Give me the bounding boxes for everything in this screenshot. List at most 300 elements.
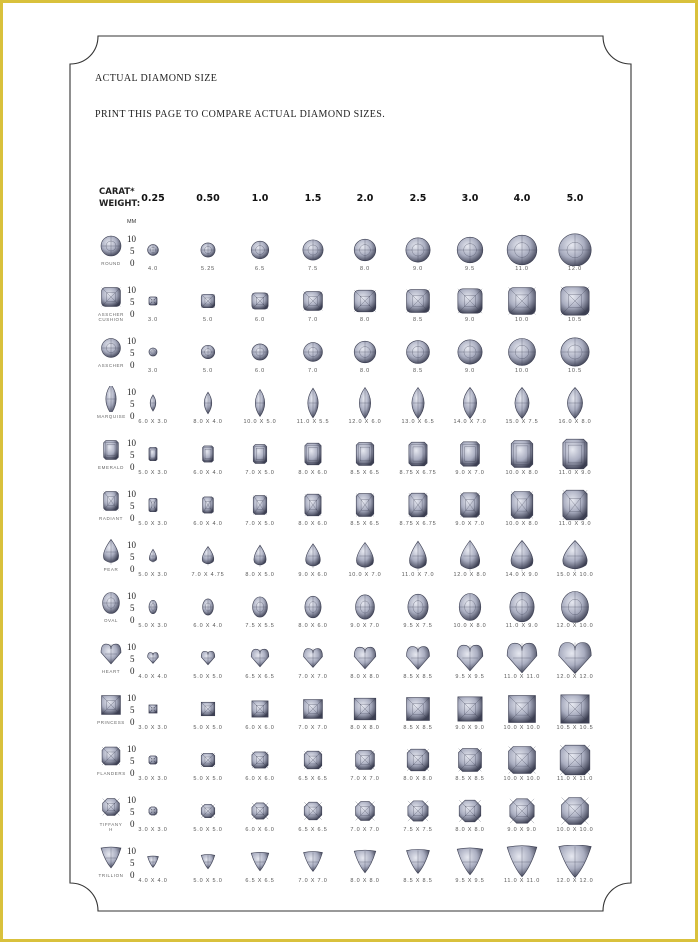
- diamond-pear-icon: [128, 539, 178, 572]
- size-label: 3.0 X 3.0: [138, 776, 168, 782]
- shape-icon: [97, 641, 125, 667]
- size-label: 5.25: [201, 266, 215, 272]
- size-label: 12.0 X 6.0: [348, 419, 382, 425]
- size-label: 6.0 X 3.0: [138, 419, 168, 425]
- size-label: 5.0: [202, 368, 214, 374]
- diamond-cell: [235, 794, 285, 844]
- diamond-pear-icon: [393, 539, 443, 572]
- diamond-trillion-icon: [340, 845, 390, 878]
- diamond-cell: [445, 743, 495, 793]
- size-label: 6.0 X 6.0: [245, 827, 275, 833]
- diamond-pear-icon: [497, 539, 547, 572]
- shape-swatch: [97, 437, 125, 485]
- diamond-cell: [497, 794, 547, 844]
- size-label: 6.0: [254, 368, 266, 374]
- size-label: 9.0 X 9.0: [507, 827, 537, 833]
- diamond-cell: [445, 335, 495, 385]
- diamond-radiant-icon: [340, 488, 390, 521]
- size-label: 10.5 X 10.5: [556, 725, 594, 731]
- carat-header: 0.50: [196, 193, 220, 204]
- diamond-cell: [340, 437, 390, 487]
- diamond-cell: [183, 233, 233, 283]
- diamond-cell: [340, 488, 390, 538]
- diamond-cell: [497, 386, 547, 436]
- diamond-cell: [183, 386, 233, 436]
- diamond-cell: [445, 539, 495, 589]
- diamond-emerald-icon: [497, 437, 547, 470]
- diamond-cell: [445, 641, 495, 691]
- diamond-heart-icon: [128, 641, 178, 674]
- shape-swatch: [97, 335, 125, 383]
- scale-tick-label: 10: [127, 336, 136, 346]
- diamond-cell: [445, 488, 495, 538]
- size-label: 14.0 X 7.0: [453, 419, 487, 425]
- diamond-cell: [497, 233, 547, 283]
- size-label: 15.0 X 7.5: [505, 419, 539, 425]
- size-label: 8.0: [359, 368, 371, 374]
- diamond-round-icon: [235, 233, 285, 266]
- shape-swatch: [97, 284, 125, 332]
- diamond-princess-icon: [550, 692, 600, 725]
- diamond-emerald-icon: [235, 437, 285, 470]
- size-label: 12.0 X 8.0: [453, 572, 487, 578]
- size-label: 6.0 X 6.0: [245, 725, 275, 731]
- diamond-cell: [550, 335, 600, 385]
- diamond-cell: [183, 794, 233, 844]
- diamond-asscher-icon: [393, 335, 443, 368]
- scale-tick-label: 10: [127, 795, 136, 805]
- mm-label: MM: [127, 219, 137, 225]
- diamond-cell: [183, 437, 233, 487]
- diamond-cell: [183, 284, 233, 334]
- size-label: 8.0 X 5.0: [245, 572, 275, 578]
- diamond-cell: [550, 794, 600, 844]
- shape-row: [3, 743, 695, 794]
- diamond-cell: [445, 386, 495, 436]
- size-label: 10.5: [568, 368, 582, 374]
- size-label: 5.0 X 5.0: [193, 725, 223, 731]
- carat-header: 1.0: [251, 193, 269, 204]
- diamond-cell: [340, 743, 390, 793]
- size-label: 14.0 X 9.0: [505, 572, 539, 578]
- size-label: 8.0: [359, 317, 371, 323]
- shape-row: [3, 437, 695, 488]
- diamond-asscher-icon: [183, 335, 233, 368]
- diamond-trillion-icon: [393, 845, 443, 878]
- shape-row: [3, 794, 695, 845]
- diamond-cell: [497, 335, 547, 385]
- shape-row: [3, 641, 695, 692]
- scale-tick-label: 10: [127, 489, 136, 499]
- diamond-cell: [550, 488, 600, 538]
- diamond-cell: [128, 335, 178, 385]
- diamond-cell: [340, 590, 390, 640]
- size-label: 10.0 X 8.0: [505, 470, 539, 476]
- shape-name: HEART: [101, 669, 121, 674]
- diamond-trillion-icon: [288, 845, 338, 878]
- scale-tick-label: 0: [130, 615, 135, 625]
- shape-name: ASSCHER CUSHION: [98, 312, 124, 322]
- diamond-cell: [235, 233, 285, 283]
- scale-tick-label: 5: [130, 501, 135, 511]
- diamond-cell: [497, 539, 547, 589]
- diamond-cell: [550, 386, 600, 436]
- diamond-cell: [235, 335, 285, 385]
- diamond-oval-icon: [288, 590, 338, 623]
- diamond-heart-icon: [497, 641, 547, 674]
- shape-swatch: [97, 539, 125, 587]
- size-label: 5.0 X 3.0: [138, 623, 168, 629]
- size-label: 5.0 X 5.0: [193, 827, 223, 833]
- size-label: 5.0: [202, 317, 214, 323]
- diamond-marquise-icon: [393, 386, 443, 419]
- size-label: 10.0: [515, 317, 529, 323]
- size-label: 5.0 X 3.0: [138, 521, 168, 527]
- diamond-oval-icon: [235, 590, 285, 623]
- size-label: 7.5 X 7.5: [403, 827, 433, 833]
- scale-tick-label: 0: [130, 564, 135, 574]
- size-label: 7.5 X 5.5: [245, 623, 275, 629]
- carat-header: 5.0: [566, 193, 584, 204]
- diamond-cell: [288, 641, 338, 691]
- diamond-cell: [288, 845, 338, 895]
- diamond-cell: [288, 743, 338, 793]
- carat-label: CARAT*: [99, 187, 135, 197]
- scale-tick-label: 0: [130, 768, 135, 778]
- carat-header: 3.0: [461, 193, 479, 204]
- size-label: 9.0: [464, 368, 476, 374]
- size-label: 6.0: [254, 317, 266, 323]
- size-label: 11.0 X 5.5: [296, 419, 330, 425]
- diamond-pear-icon: [550, 539, 600, 572]
- diamond-cell: [393, 590, 443, 640]
- size-label: 4.0: [147, 266, 159, 272]
- diamond-pear-icon: [445, 539, 495, 572]
- diamond-oval-icon: [340, 590, 390, 623]
- scale-tick-label: 0: [130, 819, 135, 829]
- diamond-pear-icon: [235, 539, 285, 572]
- size-label: 7.0 X 7.0: [298, 725, 328, 731]
- diamond-asscher-icon: [128, 335, 178, 368]
- size-label: 6.0 X 4.0: [193, 623, 223, 629]
- diamond-tiffany-icon: [235, 794, 285, 827]
- diamond-princess-icon: [235, 692, 285, 725]
- diamond-cell: [288, 794, 338, 844]
- diamond-princess-icon: [288, 692, 338, 725]
- diamond-tiffany-icon: [550, 794, 600, 827]
- size-label: 10.0 X 5.0: [243, 419, 277, 425]
- diamond-trillion-icon: [445, 845, 495, 878]
- diamond-flanders-icon: [497, 743, 547, 776]
- scale-tick-label: 10: [127, 693, 136, 703]
- diamond-cell: [550, 845, 600, 895]
- diamond-oval-icon: [550, 590, 600, 623]
- size-label: 8.5: [412, 317, 424, 323]
- diamond-trillion-icon: [183, 845, 233, 878]
- diamond-cell: [393, 386, 443, 436]
- diamond-cell: [183, 641, 233, 691]
- diamond-radiant-icon: [445, 488, 495, 521]
- shape-name: RADIANT: [99, 516, 123, 521]
- diamond-cell: [288, 692, 338, 742]
- diamond-cell: [288, 233, 338, 283]
- scale-tick-label: 0: [130, 870, 135, 880]
- diamond-radiant-icon: [497, 488, 547, 521]
- size-label: 6.0 X 4.0: [193, 521, 223, 527]
- shape-swatch: [97, 386, 125, 434]
- shape-swatch: [97, 488, 125, 536]
- size-label: 4.0 X 4.0: [138, 674, 168, 680]
- shape-name: PRINCESS: [97, 720, 125, 725]
- diamond-princess-icon: [497, 692, 547, 725]
- diamond-cell: [183, 692, 233, 742]
- diamond-asscher-icon: [550, 335, 600, 368]
- size-label: 8.0 X 8.0: [350, 725, 380, 731]
- diamond-flanders-icon: [183, 743, 233, 776]
- diamond-heart-icon: [393, 641, 443, 674]
- size-label: 8.0 X 6.0: [298, 521, 328, 527]
- carat-header: 2.5: [409, 193, 427, 204]
- diamond-cell: [183, 845, 233, 895]
- scale-tick-label: 10: [127, 285, 136, 295]
- diamond-square-icon: [340, 284, 390, 317]
- diamond-cell: [393, 692, 443, 742]
- diamond-cell: [235, 641, 285, 691]
- size-label: 7.0: [307, 368, 319, 374]
- diamond-cell: [445, 845, 495, 895]
- diamond-flanders-icon: [445, 743, 495, 776]
- shape-icon: [97, 437, 125, 463]
- size-label: 8.75 X 6.75: [399, 521, 437, 527]
- diamond-oval-icon: [497, 590, 547, 623]
- size-label: 9.5: [464, 266, 476, 272]
- scale-tick-label: 10: [127, 540, 136, 550]
- size-label: 6.5 X 6.5: [298, 776, 328, 782]
- scale-tick-label: 10: [127, 642, 136, 652]
- diamond-cell: [393, 233, 443, 283]
- size-label: 8.0 X 8.0: [403, 776, 433, 782]
- size-label: 10.0 X 8.0: [505, 521, 539, 527]
- diamond-cell: [128, 284, 178, 334]
- size-label: 8.5 X 8.5: [403, 725, 433, 731]
- scale-tick-label: 10: [127, 846, 136, 856]
- size-label: 9.0: [412, 266, 424, 272]
- diamond-square-icon: [183, 284, 233, 317]
- size-label: 8.0 X 8.0: [455, 827, 485, 833]
- diamond-radiant-icon: [550, 488, 600, 521]
- diamond-round-icon: [288, 233, 338, 266]
- diamond-cell: [393, 539, 443, 589]
- scale-tick-label: 5: [130, 756, 135, 766]
- scale-tick-label: 5: [130, 246, 135, 256]
- shape-name: OVAL: [103, 618, 119, 623]
- scale-tick-label: 5: [130, 297, 135, 307]
- diamond-cell: [550, 641, 600, 691]
- size-label: 3.0 X 3.0: [138, 827, 168, 833]
- diamond-asscher-icon: [340, 335, 390, 368]
- size-label: 11.0 X 11.0: [503, 674, 541, 680]
- shape-swatch: [97, 692, 125, 740]
- shape-name: TIFFANY H: [99, 822, 123, 832]
- diamond-trillion-icon: [550, 845, 600, 878]
- diamond-round-icon: [445, 233, 495, 266]
- size-label: 7.0: [307, 317, 319, 323]
- diamond-cell: [550, 284, 600, 334]
- shape-swatch: [97, 641, 125, 689]
- diamond-trillion-icon: [235, 845, 285, 878]
- scale-tick-label: 5: [130, 705, 135, 715]
- diamond-cell: [393, 488, 443, 538]
- size-label: 5.0 X 3.0: [138, 572, 168, 578]
- size-label: 7.0 X 5.0: [245, 521, 275, 527]
- diamond-tiffany-icon: [288, 794, 338, 827]
- shape-row: [3, 488, 695, 539]
- diamond-round-icon: [550, 233, 600, 266]
- diamond-asscher-icon: [235, 335, 285, 368]
- size-label: 9.5 X 9.5: [455, 878, 485, 884]
- shape-swatch: [97, 590, 125, 638]
- size-label: 7.0 X 7.0: [298, 674, 328, 680]
- size-label: 8.75 X 6.75: [399, 470, 437, 476]
- size-label: 8.0 X 8.0: [350, 674, 380, 680]
- diamond-asscher-icon: [288, 335, 338, 368]
- size-label: 6.5: [254, 266, 266, 272]
- diamond-cell: [497, 488, 547, 538]
- diamond-cell: [445, 794, 495, 844]
- diamond-pear-icon: [183, 539, 233, 572]
- diamond-asscher-icon: [445, 335, 495, 368]
- shape-name: ASSCHER: [98, 363, 124, 368]
- size-label: 3.0: [147, 317, 159, 323]
- diamond-radiant-icon: [183, 488, 233, 521]
- diamond-cell: [288, 284, 338, 334]
- diamond-radiant-icon: [128, 488, 178, 521]
- size-label: 12.0 X 10.0: [556, 623, 594, 629]
- size-label: 7.0 X 4.75: [191, 572, 225, 578]
- diamond-heart-icon: [183, 641, 233, 674]
- diamond-cell: [340, 794, 390, 844]
- diamond-cell: [128, 539, 178, 589]
- diamond-cell: [183, 590, 233, 640]
- diamond-cell: [183, 743, 233, 793]
- diamond-cell: [288, 386, 338, 436]
- size-label: 11.0: [515, 266, 529, 272]
- diamond-cell: [445, 590, 495, 640]
- diamond-tiffany-icon: [445, 794, 495, 827]
- diamond-tiffany-icon: [340, 794, 390, 827]
- diamond-cell: [235, 692, 285, 742]
- scale-tick-label: 5: [130, 858, 135, 868]
- shape-row: [3, 233, 695, 284]
- shape-row: [3, 692, 695, 743]
- scale-tick-label: 0: [130, 309, 135, 319]
- diamond-marquise-icon: [288, 386, 338, 419]
- shape-icon: [97, 692, 125, 718]
- shape-icon: [97, 590, 125, 616]
- diamond-round-icon: [128, 233, 178, 266]
- shape-swatch: [97, 845, 125, 893]
- diamond-cell: [235, 437, 285, 487]
- size-label: 8.5 X 8.5: [403, 674, 433, 680]
- size-label: 8.0 X 4.0: [193, 419, 223, 425]
- size-label: 10.0 X 10.0: [503, 776, 541, 782]
- diamond-cell: [128, 743, 178, 793]
- size-label: 16.0 X 8.0: [558, 419, 592, 425]
- diamond-cell: [445, 233, 495, 283]
- shape-swatch: [97, 794, 125, 842]
- diamond-emerald-icon: [340, 437, 390, 470]
- diamond-pear-icon: [340, 539, 390, 572]
- diamond-cell: [128, 437, 178, 487]
- size-label: 8.5 X 6.5: [350, 470, 380, 476]
- diamond-cell: [497, 437, 547, 487]
- shape-name: ROUND: [101, 261, 121, 266]
- shape-icon: [97, 539, 125, 565]
- diamond-pear-icon: [288, 539, 338, 572]
- diamond-flanders-icon: [235, 743, 285, 776]
- size-label: 8.5: [412, 368, 424, 374]
- size-label: 11.0 X 9.0: [505, 623, 539, 629]
- diamond-cell: [128, 386, 178, 436]
- size-label: 11.0 X 7.0: [401, 572, 435, 578]
- diamond-cell: [128, 692, 178, 742]
- diamond-marquise-icon: [445, 386, 495, 419]
- shape-name: TRILLION: [98, 873, 124, 878]
- diamond-cell: [128, 794, 178, 844]
- diamond-radiant-icon: [393, 488, 443, 521]
- diamond-cell: [183, 539, 233, 589]
- size-label: 7.0 X 7.0: [350, 827, 380, 833]
- carat-header: 2.0: [356, 193, 374, 204]
- size-label: 9.0 X 7.0: [455, 521, 485, 527]
- diamond-cell: [340, 284, 390, 334]
- size-label: 9.5 X 7.5: [403, 623, 433, 629]
- diamond-radiant-icon: [235, 488, 285, 521]
- scale-tick-label: 5: [130, 450, 135, 460]
- scale-tick-label: 5: [130, 603, 135, 613]
- size-label: 11.0 X 11.0: [556, 776, 594, 782]
- diamond-cell: [550, 590, 600, 640]
- page: [3, 3, 695, 939]
- diamond-princess-icon: [445, 692, 495, 725]
- diamond-oval-icon: [128, 590, 178, 623]
- size-label: 8.5 X 8.5: [455, 776, 485, 782]
- shape-name: PEAR: [103, 567, 119, 572]
- diamond-heart-icon: [445, 641, 495, 674]
- scale-tick-label: 5: [130, 552, 135, 562]
- size-label: 9.5 X 9.5: [455, 674, 485, 680]
- diamond-tiffany-icon: [183, 794, 233, 827]
- size-label: 12.0 X 12.0: [556, 674, 594, 680]
- diamond-cell: [393, 794, 443, 844]
- shape-icon: [97, 743, 125, 769]
- size-label: 10.0: [515, 368, 529, 374]
- diamond-trillion-icon: [497, 845, 547, 878]
- size-label: 7.0 X 7.0: [350, 776, 380, 782]
- diamond-cell: [497, 590, 547, 640]
- diamond-cell: [183, 488, 233, 538]
- diamond-flanders-icon: [288, 743, 338, 776]
- diamond-cell: [393, 284, 443, 334]
- size-label: 10.0 X 7.0: [348, 572, 382, 578]
- diamond-round-icon: [497, 233, 547, 266]
- diamond-cell: [235, 590, 285, 640]
- diamond-cell: [550, 743, 600, 793]
- diamond-emerald-icon: [550, 437, 600, 470]
- diamond-marquise-icon: [340, 386, 390, 419]
- scale-tick-label: 0: [130, 360, 135, 370]
- size-label: 7.5: [307, 266, 319, 272]
